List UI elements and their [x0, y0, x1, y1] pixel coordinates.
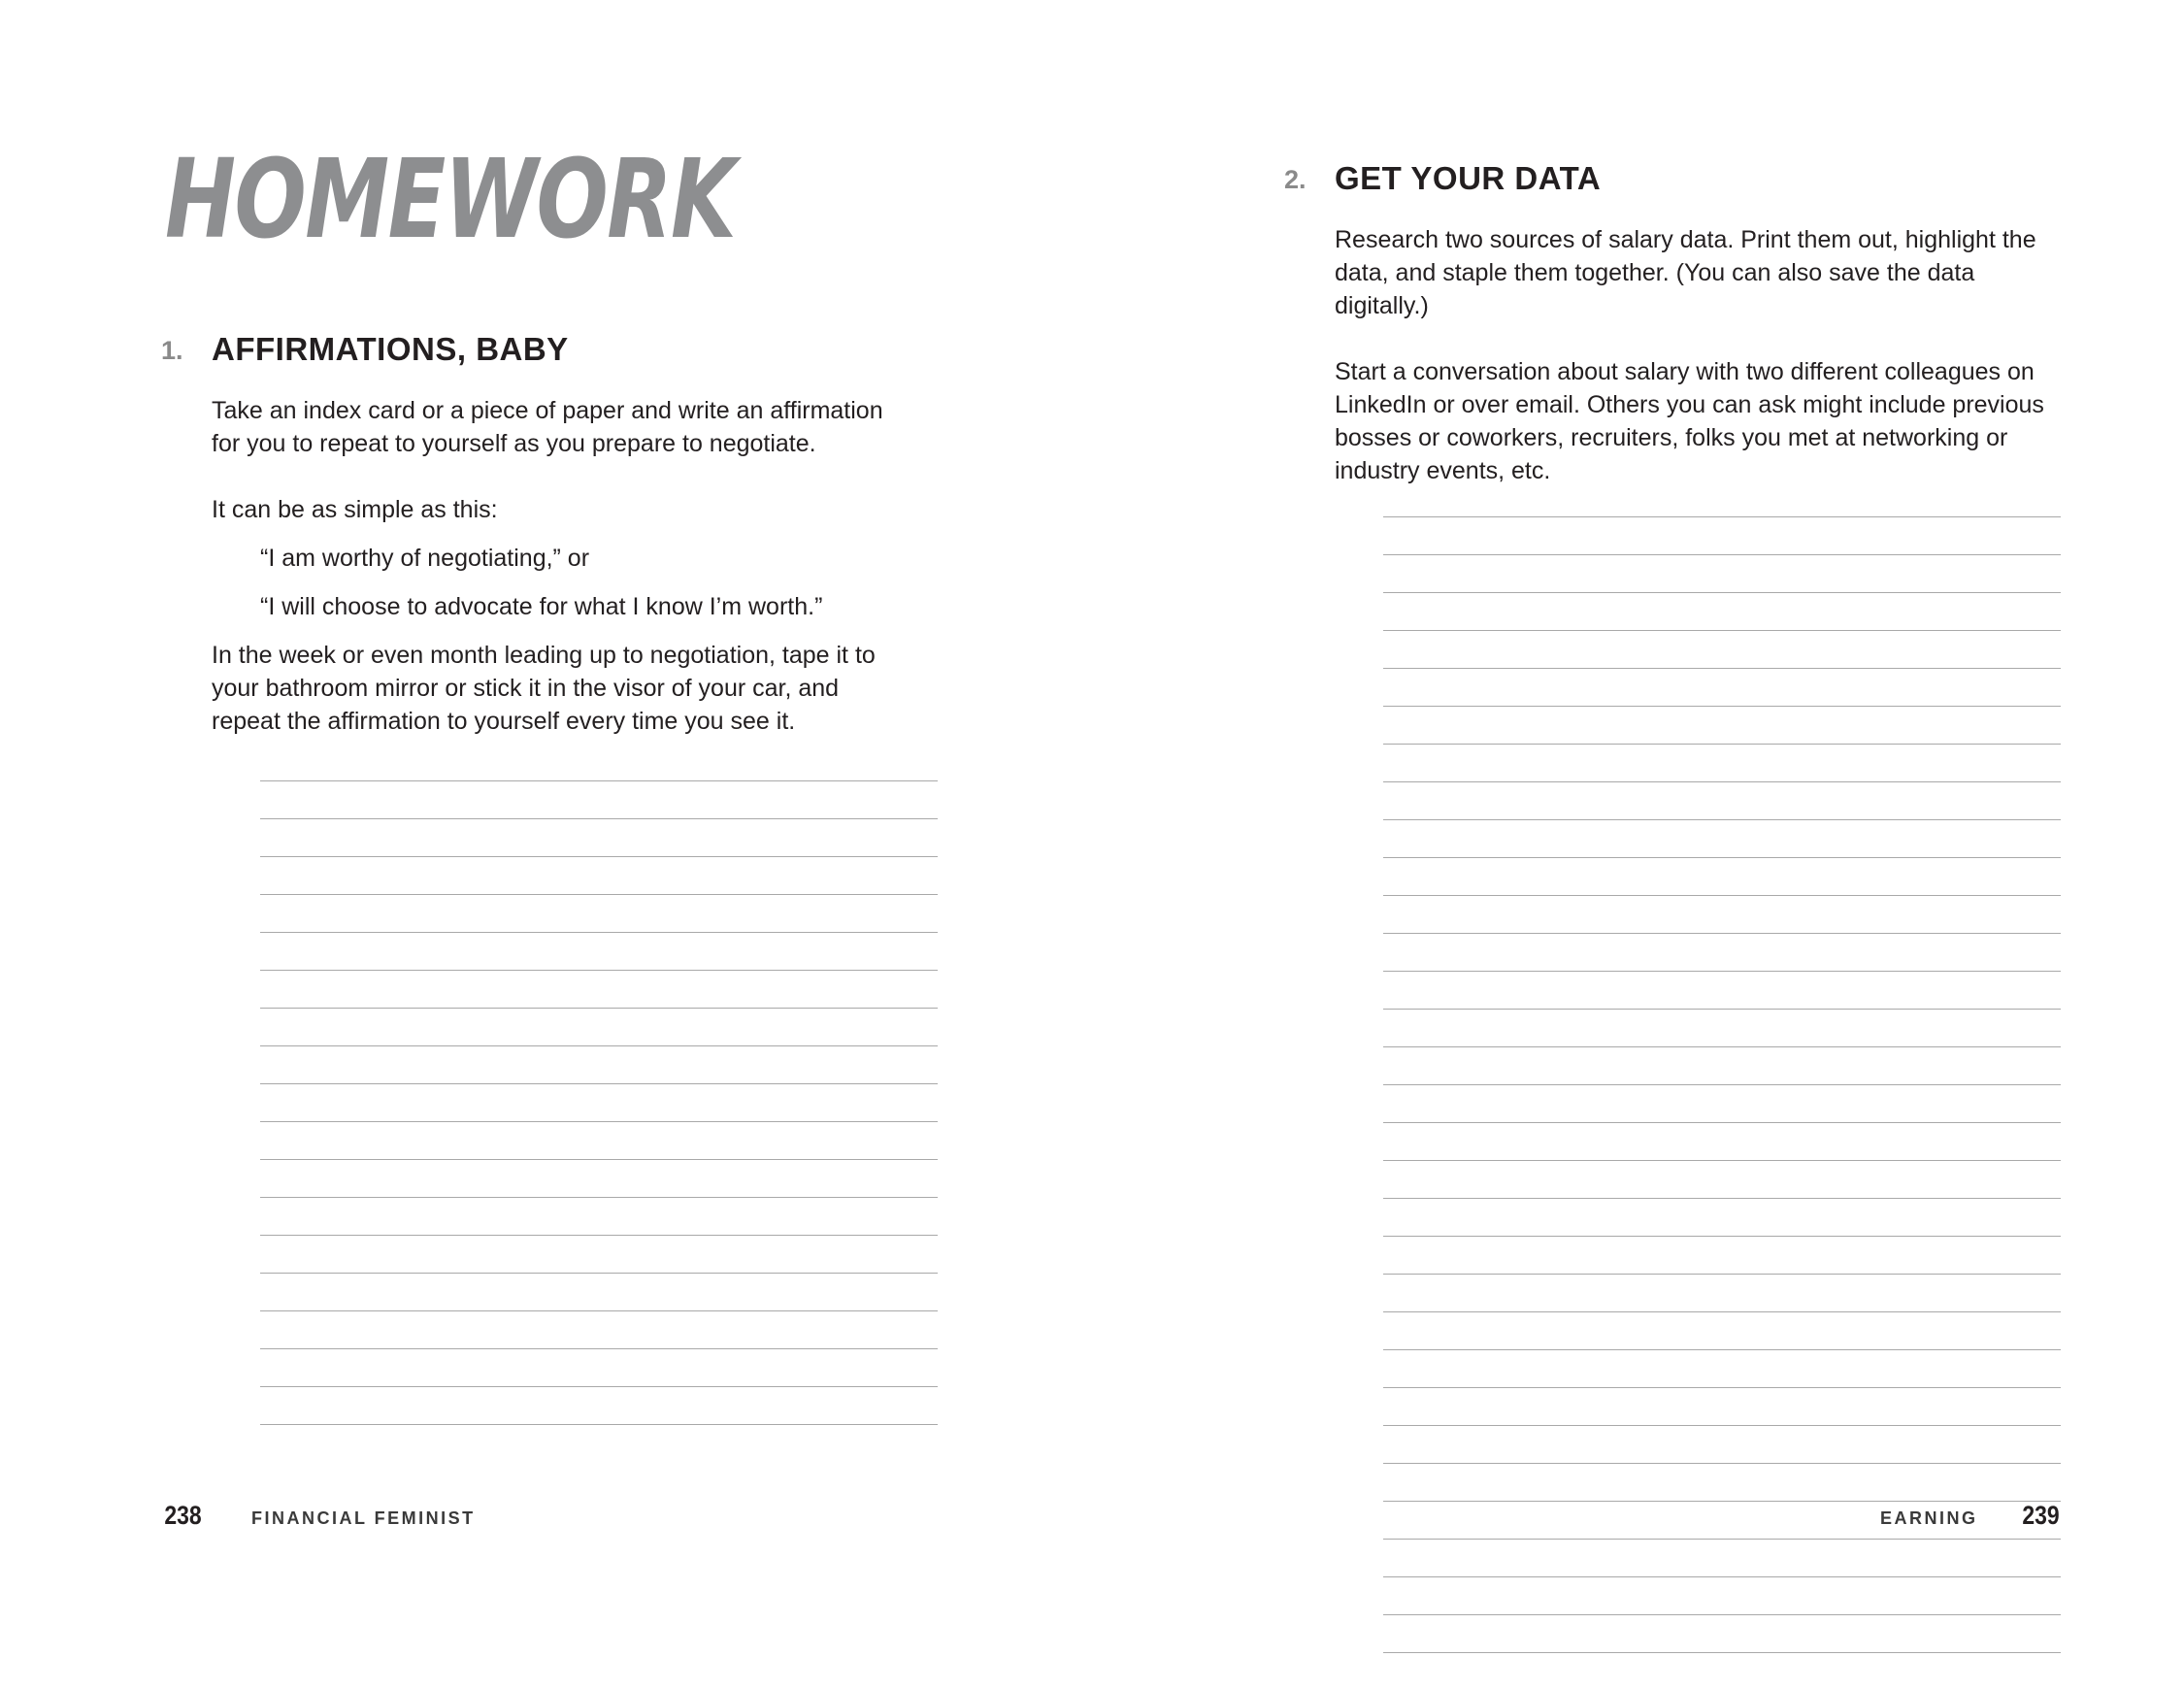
left-page	[0, 0, 1092, 1656]
writing-line	[260, 932, 938, 933]
paragraph: Start a conversation about salary with two different colleagues on LinkedIn or over email. Others you can ask might include previous bosses or coworkers, recruiters, folks you met at networking or industry events, etc.	[1335, 358, 2044, 484]
page-title: HOMEWORK	[165, 137, 736, 263]
section-heading: AFFIRMATIONS, BABY	[212, 331, 569, 367]
section-affirmations	[161, 330, 938, 738]
section-body	[1335, 223, 2048, 487]
affirmation-quote: “I will choose to advocate for what I know I’m worth.”	[260, 593, 823, 620]
running-head: FINANCIAL FEMINIST	[251, 1508, 476, 1528]
writing-line	[260, 1386, 938, 1387]
writing-line	[1383, 1236, 2061, 1237]
writing-line	[1383, 971, 2061, 972]
writing-line	[1383, 1009, 2061, 1010]
writing-line	[260, 1008, 938, 1009]
writing-line	[1383, 857, 2061, 858]
page-number: 238	[164, 1501, 202, 1530]
section-heading: GET YOUR DATA	[1335, 160, 1602, 196]
writing-line	[1383, 1198, 2061, 1199]
writing-line	[1383, 516, 2061, 517]
writing-line	[1383, 1387, 2061, 1388]
writing-line	[1383, 1576, 2061, 1577]
section-header	[1284, 159, 2158, 202]
writing-lines[interactable]	[260, 780, 938, 1462]
writing-line	[1383, 1425, 2061, 1426]
right-page	[1092, 0, 2184, 1656]
paragraph: Take an index card or a piece of paper and write an affirmation for you to repeat to yourself as you prepare to negotiate.	[212, 397, 883, 457]
section-get-your-data	[1284, 159, 2158, 487]
writing-line	[260, 1310, 938, 1311]
writing-line	[260, 818, 938, 819]
writing-line	[260, 1159, 938, 1160]
paragraph: It can be as simple as this:	[212, 496, 498, 523]
writing-line	[1383, 781, 2061, 782]
writing-line	[260, 1083, 938, 1084]
writing-line	[1383, 1274, 2061, 1275]
writing-line	[1383, 933, 2061, 934]
writing-line	[1383, 1084, 2061, 1085]
writing-line	[1383, 1046, 2061, 1047]
running-head: EARNING	[1880, 1508, 1978, 1528]
page-number: 239	[2022, 1501, 2060, 1530]
section-number: 1.	[161, 336, 183, 365]
writing-line	[1383, 554, 2061, 555]
writing-line	[260, 1424, 938, 1425]
writing-line	[1383, 1463, 2061, 1464]
section-header	[161, 330, 938, 373]
writing-line	[1383, 1501, 2061, 1502]
writing-line	[1383, 1614, 2061, 1615]
writing-line	[1383, 706, 2061, 707]
writing-line	[1383, 1349, 2061, 1350]
writing-line	[1383, 630, 2061, 631]
writing-line	[1383, 1122, 2061, 1123]
writing-line	[1383, 1652, 2061, 1653]
affirmation-quote: “I am worthy of negotiating,” or	[260, 545, 590, 572]
writing-line	[1383, 895, 2061, 896]
writing-line	[260, 1045, 938, 1046]
writing-line	[1383, 819, 2061, 820]
writing-line	[260, 1235, 938, 1236]
writing-line	[260, 1197, 938, 1198]
section-body	[212, 394, 910, 738]
writing-line	[1383, 744, 2061, 745]
paragraph: Research two sources of salary data. Print them out, highlight the data, and staple them together. (You can also save the data digitally.)	[1335, 226, 2036, 319]
paragraph: In the week or even month leading up to negotiation, tape it to your bathroom mirror or stick it in the visor of your car, and repeat the affirmation to yourself every time you see it.	[212, 642, 876, 735]
writing-line	[1383, 1311, 2061, 1312]
writing-line	[260, 1348, 938, 1349]
writing-line	[260, 780, 938, 781]
writing-line	[1383, 1160, 2061, 1161]
writing-line	[260, 894, 938, 895]
writing-line	[1383, 668, 2061, 669]
writing-line	[260, 1273, 938, 1274]
section-number: 2.	[1284, 165, 1307, 194]
writing-line	[1383, 592, 2061, 593]
writing-line	[260, 856, 938, 857]
writing-line	[260, 1121, 938, 1122]
writing-line	[1383, 1539, 2061, 1540]
writing-line	[260, 970, 938, 971]
